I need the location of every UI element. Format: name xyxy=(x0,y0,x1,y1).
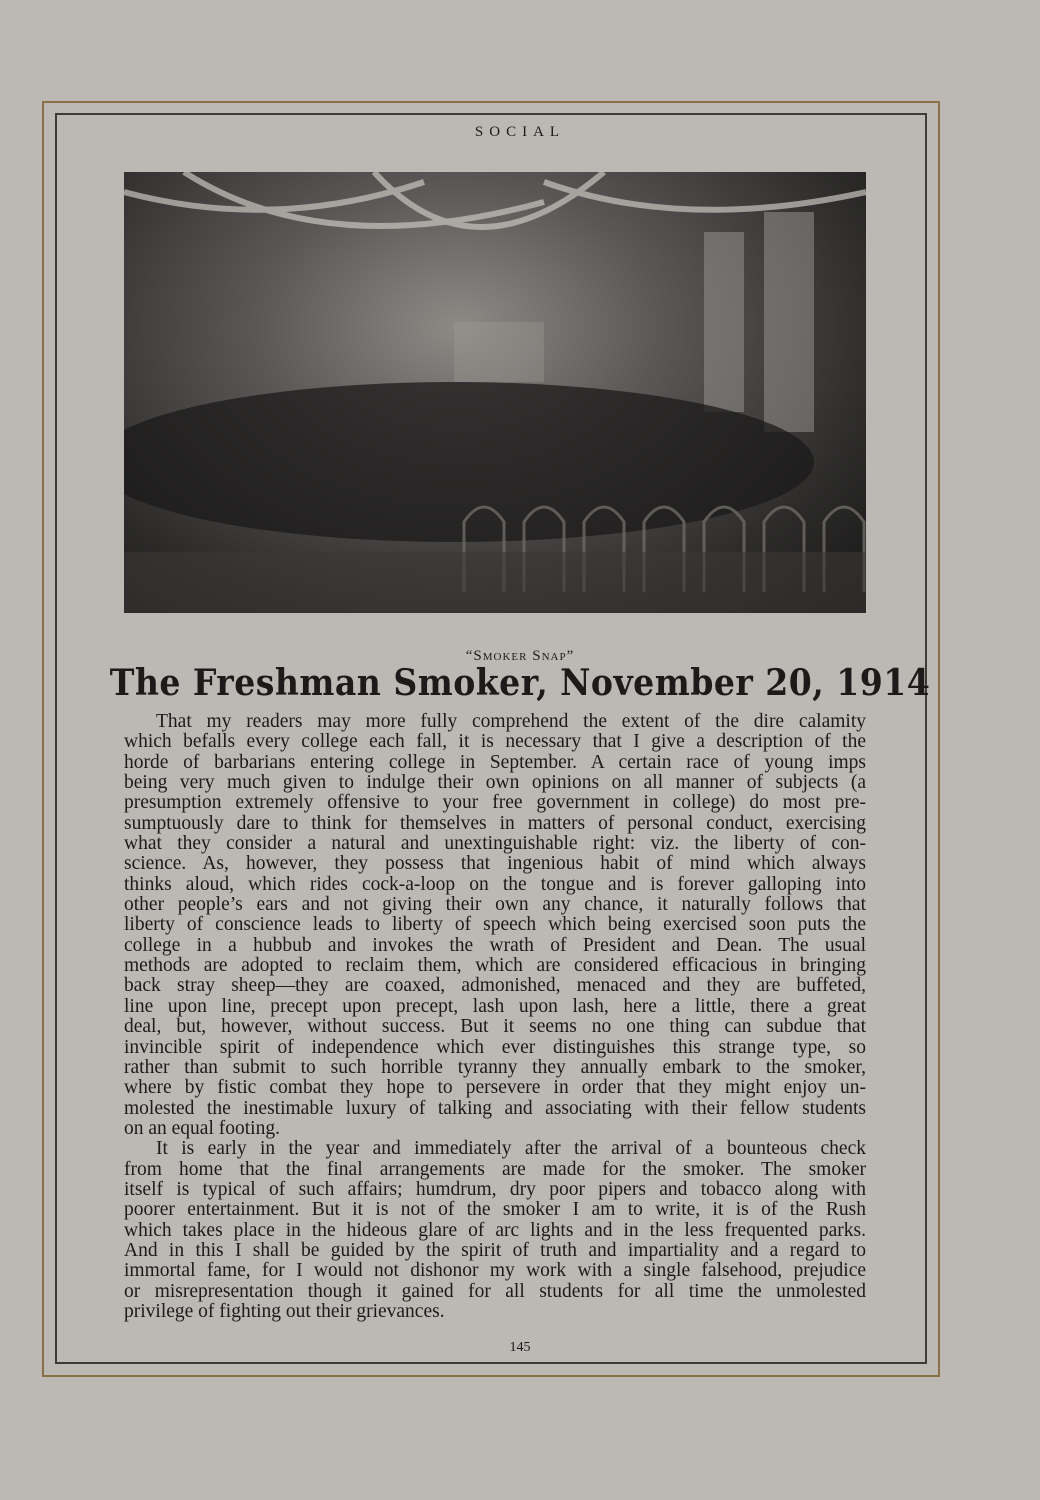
text-line: being very much given to indulge their own opinions on all manner of subjects (a xyxy=(124,772,866,794)
text-line: methods are adopted to reclaim them, which are considered efficacious in bringing xyxy=(124,955,866,977)
text-line: which takes place in the hideous glare of arc lights and in the less frequented parks. xyxy=(124,1219,866,1241)
text-line: other people’s ears and not giving their own any chance, it naturally follows that xyxy=(124,894,866,916)
text-line: poorer entertainment. But it is not of the smoker I am to write, it is of the Rush xyxy=(124,1199,866,1221)
text-line: liberty of conscience leads to liberty of speech which being exercised soon puts the xyxy=(124,914,866,936)
text-line: line upon line, precept upon precept, lash upon lash, here a little, there a great xyxy=(124,995,866,1017)
text-line: where by fistic combat they hope to persevere in order that they might enjoy un- xyxy=(124,1077,866,1099)
page-number: 145 xyxy=(509,1340,531,1355)
text-line: presumption extremely offensive to your free government in college) do most pre- xyxy=(124,792,866,814)
article-title: The Freshman Smoker, November 20, 1914 xyxy=(109,662,931,704)
text-line: horde of barbarians entering college in September. A certain race of young imps xyxy=(124,751,866,773)
text-line: back stray sheep—they are coaxed, admonished, menaced and they are buffeted, xyxy=(124,975,866,997)
text-line: college in a hubbub and invokes the wrath of President and Dean. The usual xyxy=(124,934,866,956)
text-line: And in this I shall be guided by the spirit of truth and impartiality and a regard to xyxy=(124,1239,866,1261)
text-line: which befalls every college each fall, it is necessary that I give a description of the xyxy=(124,731,866,753)
text-line: rather than submit to such horrible tyranny they annually embark to the smoker, xyxy=(124,1056,866,1078)
text-line: or misrepresentation though it gained for all students for all time the unmolested xyxy=(124,1280,866,1302)
text-line: It is early in the year and immediately after the arrival of a bounteous check xyxy=(156,1138,866,1160)
section-header: SOCIAL xyxy=(474,124,566,140)
text-line: from home that the final arrangements are made for the smoker. The smoker xyxy=(124,1158,866,1180)
photo-illustration xyxy=(124,172,866,613)
text-line: That my readers may more fully comprehend the extent of the dire calamity xyxy=(156,711,866,732)
text-line: thinks aloud, which rides cock-a-loop on the tongue and is forever galloping into xyxy=(124,873,866,895)
text-line: molested the inestimable luxury of talking and associating with their fellow students xyxy=(124,1097,866,1119)
text-line: what they consider a natural and unextinguishable right: viz. the liberty of con- xyxy=(124,833,866,855)
text-line: immortal fame, for I would not dishonor my work with a single falsehood, prejudice xyxy=(124,1260,866,1282)
text-line: invincible spirit of independence which ever distinguishes this strange type, so xyxy=(124,1036,866,1058)
text-line: privilege of fighting out their grievances. xyxy=(124,1300,445,1322)
smoker-photo xyxy=(124,172,866,613)
photo-caption: “Smoker Snap” xyxy=(465,648,575,664)
text-line: science. As, however, they possess that ingenious habit of mind which always xyxy=(124,853,866,875)
text-line: sumptuously dare to think for themselves in matters of personal conduct, exercising xyxy=(124,812,866,834)
article-body xyxy=(124,712,866,1322)
text-line: on an equal footing. xyxy=(124,1117,280,1139)
text-line: itself is typical of such affairs; humdrum, dry poor pipers and tobacco along with xyxy=(124,1178,866,1200)
text-line: deal, but, however, without success. But it seems no one thing can subdue that xyxy=(124,1016,866,1038)
